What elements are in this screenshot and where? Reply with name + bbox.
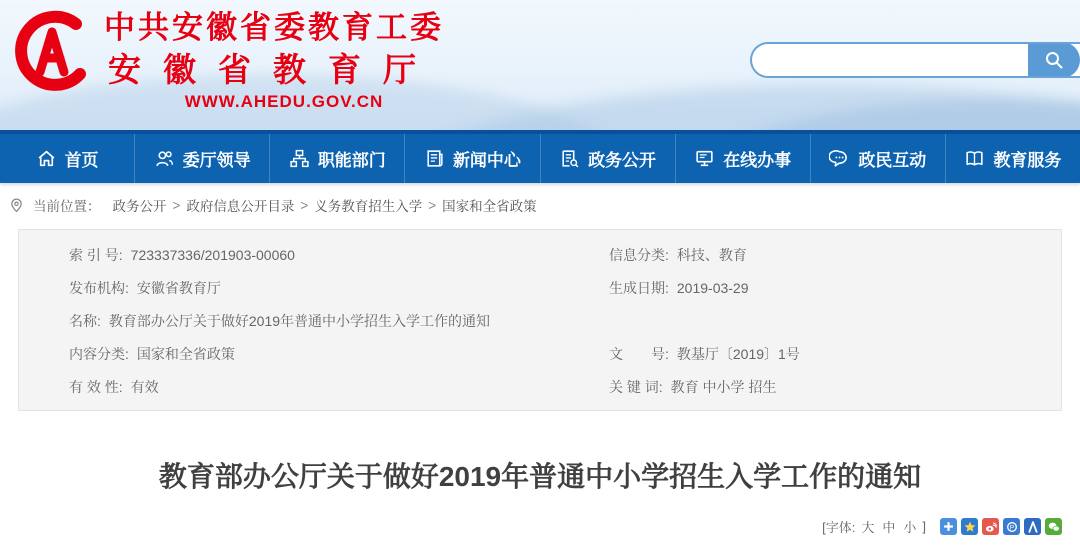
meta-label: 关 键 词:	[609, 378, 663, 395]
weibo-icon[interactable]	[982, 518, 999, 535]
nav-item-news[interactable]	[405, 134, 540, 183]
meta-label: 信息分类:	[609, 246, 669, 263]
breadcrumb-item-gov-open[interactable]: 政务公开	[112, 199, 167, 214]
breadcrumb-item-policy[interactable]: 国家和全省政策	[442, 199, 537, 214]
breadcrumb-item-info-catalog[interactable]: 政府信息公开目录	[186, 199, 295, 214]
share-plus-icon[interactable]	[940, 518, 957, 535]
meta-label: 内容分类:	[69, 345, 129, 362]
nav-item-departments[interactable]	[270, 134, 405, 183]
site-url: WWW.AHEDU.GOV.CN	[184, 92, 384, 111]
meta-label: 发布机构:	[69, 279, 129, 296]
meta-row-date	[574, 271, 1061, 304]
search-button[interactable]	[1028, 42, 1080, 78]
nav-label: 在线办事	[723, 151, 792, 170]
meta-value: 教育 中小学 招生	[670, 378, 777, 395]
qzone-icon[interactable]	[961, 518, 978, 535]
font-size-medium[interactable]: 中	[882, 520, 896, 535]
meta-row-info-category	[574, 238, 1061, 271]
home-icon	[36, 148, 57, 169]
article-title: 教育部办公厅关于做好2019年普通中小学招生入学工作的通知	[158, 461, 922, 492]
meta-value: 723337336/201903-00060	[130, 246, 295, 263]
breadcrumb-separator: >	[172, 197, 181, 213]
online-service-icon	[694, 148, 715, 169]
renren-icon[interactable]	[1024, 518, 1041, 535]
ahedu-logo-icon	[10, 8, 94, 100]
font-size-small[interactable]: 小	[903, 520, 917, 535]
meta-row-validity	[19, 370, 574, 403]
meta-row-index-no	[19, 238, 574, 271]
breadcrumb-separator: >	[300, 197, 309, 213]
nav-item-home[interactable]	[0, 134, 135, 183]
meta-row-publisher	[19, 271, 574, 304]
meta-row-content-category	[19, 337, 574, 370]
meta-value: 教基厅〔2019〕1号	[676, 345, 800, 362]
meta-row-title	[19, 304, 574, 337]
education-service-icon	[964, 148, 985, 169]
search-box	[750, 42, 1080, 78]
document-meta-panel	[18, 229, 1062, 411]
breadcrumb-prefix: 当前位置：	[33, 199, 101, 214]
meta-value: 教育部办公厅关于做好2019年普通中小学招生入学工作的通知	[108, 312, 491, 329]
nav-label: 政务公开	[588, 151, 657, 170]
search-icon	[1044, 50, 1064, 70]
meta-row-doc-number	[574, 337, 1061, 370]
meta-value: 安徽省教育厅	[136, 279, 221, 296]
site-brand	[10, 8, 464, 112]
meta-value: 有效	[130, 378, 159, 395]
font-size-large[interactable]: 大	[861, 520, 875, 535]
svg-text:P: P	[1009, 523, 1014, 531]
breadcrumb-item-enrollment[interactable]: 义务教育招生入学	[314, 199, 423, 214]
org-name-line2: 安徽省教育厅	[108, 51, 438, 88]
leaders-icon	[154, 148, 175, 169]
font-label-close: ]	[922, 519, 926, 534]
location-pin-icon	[8, 197, 25, 214]
article-toolbar	[0, 517, 1062, 536]
breadcrumb	[0, 183, 1080, 227]
nav-item-education-service[interactable]	[946, 134, 1080, 183]
meta-label: 文 号:	[609, 345, 669, 362]
nav-item-gov-info[interactable]	[541, 134, 676, 183]
gov-info-icon	[559, 148, 580, 169]
nav-item-online-service[interactable]	[676, 134, 811, 183]
meta-value: 2019-03-29	[676, 279, 749, 296]
org-name-line1: 中共安徽省委教育工委	[104, 10, 444, 45]
meta-label: 名称:	[69, 312, 101, 329]
nav-item-interaction[interactable]	[811, 134, 946, 183]
departments-icon	[289, 148, 310, 169]
main-nav	[0, 130, 1080, 183]
share-bar	[940, 518, 1062, 535]
nav-label: 委厅领导	[182, 151, 251, 170]
search-input[interactable]	[752, 44, 1028, 76]
site-header	[0, 0, 1080, 130]
meta-row-empty	[574, 304, 1061, 337]
news-icon	[424, 148, 445, 169]
nav-item-leaders[interactable]	[135, 134, 270, 183]
meta-label: 有 效 性:	[69, 378, 123, 395]
breadcrumb-separator: >	[428, 197, 437, 213]
meta-value: 科技、教育	[676, 246, 747, 263]
nav-label: 职能部门	[317, 151, 386, 170]
meta-value: 国家和全省政策	[136, 345, 235, 362]
tencent-weibo-icon[interactable]	[1003, 518, 1020, 535]
meta-label: 生成日期:	[609, 279, 669, 296]
nav-label: 教育服务	[993, 151, 1062, 170]
font-label-open: [字体:	[822, 520, 856, 535]
nav-label: 政民互动	[858, 151, 927, 170]
nav-label: 新闻中心	[452, 151, 521, 170]
meta-row-keywords	[574, 370, 1061, 403]
wechat-icon[interactable]	[1045, 518, 1062, 535]
interaction-icon	[829, 148, 850, 169]
nav-label: 首页	[64, 151, 99, 170]
meta-label: 索 引 号:	[69, 246, 123, 263]
